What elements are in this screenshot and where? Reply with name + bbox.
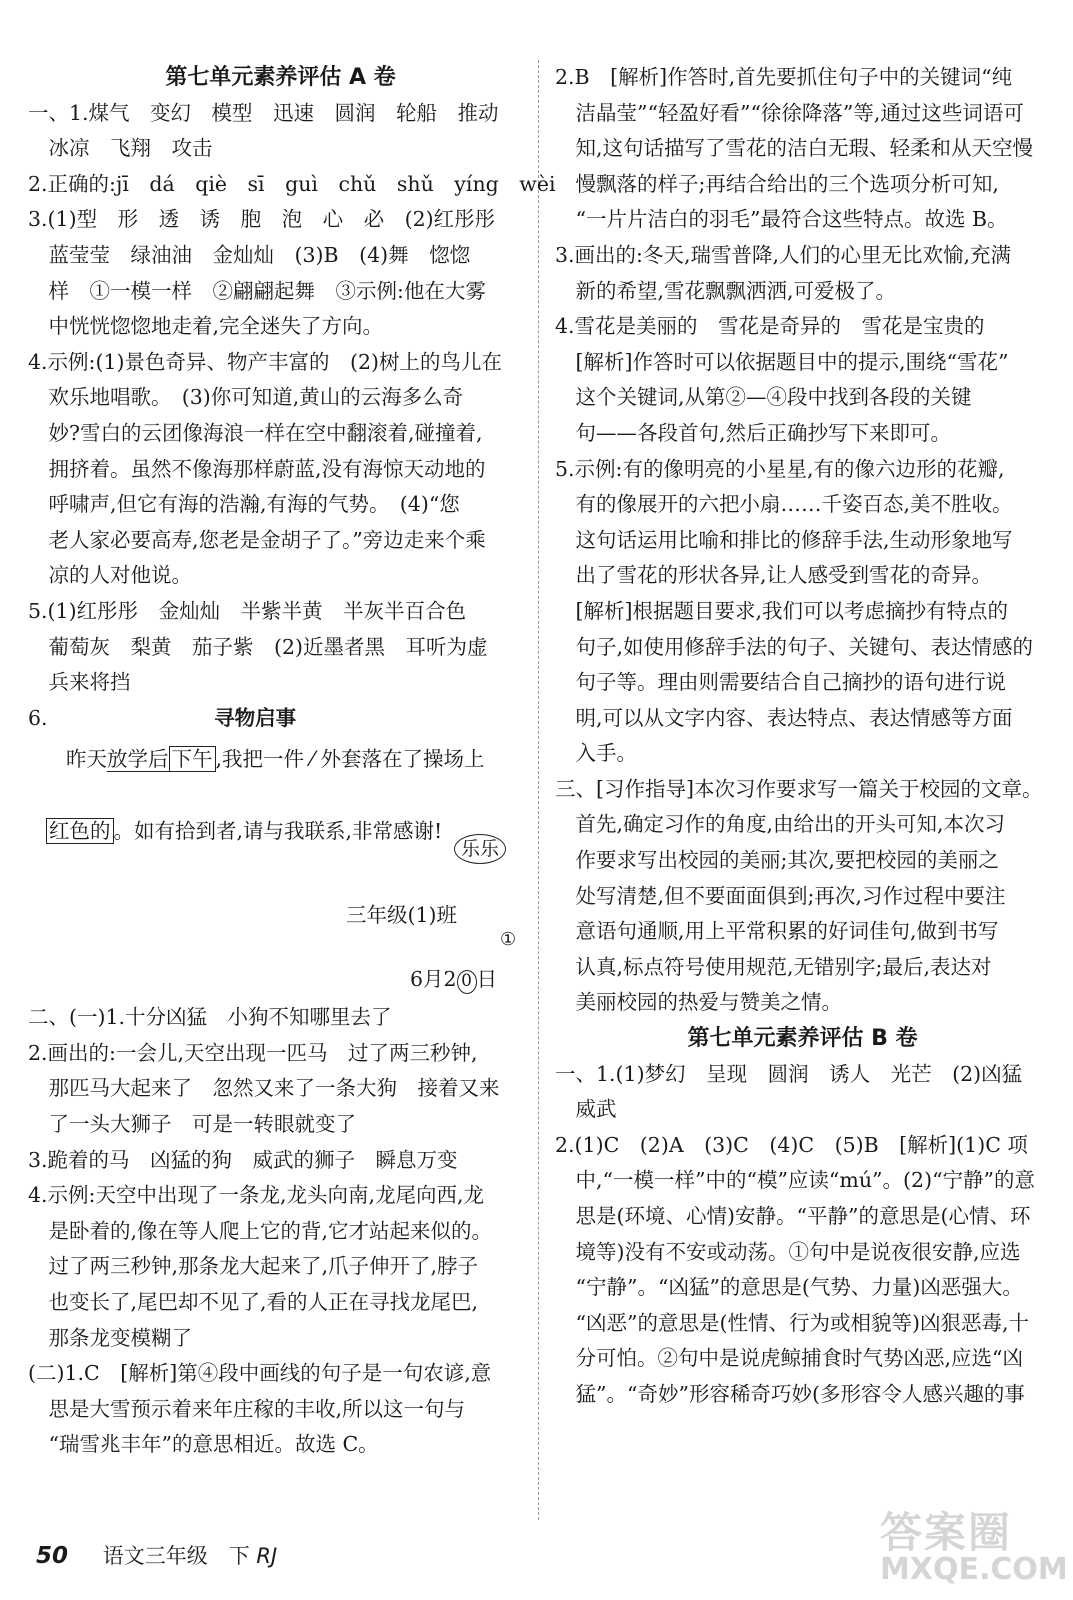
answer-line: 有的像展开的六把小扇……千姿百态,美不胜收。 [555,492,1013,517]
answer-line: 分可怕。②句中是说虎鲸捕食时气势凶恶,应选“凶 [555,1346,1023,1371]
notice-title: 寻物启事 [214,705,297,730]
answer-line: 老人家必要高寿,您老是金胡子了。”旁边走来个乘 [28,527,486,552]
notice-line-1: 昨天放学后 下午 ,我把一件 ⁄ 外套落在了操场上 [66,747,485,772]
answer-line: 美丽校园的热爱与赞美之情。 [555,990,842,1015]
boxed-correction: 下午 [169,746,216,772]
answer-line: 过了两三秒钟,那条龙大起来了,爪子伸开了,脖子 [28,1254,479,1279]
correction-mark: ① [500,929,517,951]
answer-line: 出了雪花的形状各异,让人感受到雪花的奇异。 [555,563,993,588]
answer-line: 呼啸声,但它有海的浩瀚,有海的气势。 (4)“您 [28,492,460,517]
answer-line: 兵来将挡 [28,670,131,695]
answer-line: 2.画出的:一会儿,天空出现一匹马 过了两三秒钟, [28,1040,478,1065]
answer-line: 中,“一模一样”中的“模”应读“mú”。(2)“宁静”的意 [555,1168,1036,1193]
answer-line: 冰凉 飞翔 攻击 [28,136,213,161]
answer-line: 慢飘落的样子;再结合给出的三个选项分析可知, [555,171,999,196]
answer-line: 意语句通顺,用上平常积累的好词佳句,做到书写 [555,919,999,944]
answer-line: 4.示例:(1)景色奇异、物产丰富的 (2)树上的鸟儿在 [28,349,503,374]
answer-line: 那匹马大起来了 忽然又来了一条大狗 接着又来 [28,1076,500,1101]
answer-line: 入手。 [555,741,637,766]
answer-line: 4.示例:天空中出现了一条龙,龙头向南,龙尾向西,龙 [28,1183,485,1208]
left-answers-part1 [28,96,556,701]
answer-line: 妙?雪白的云团像海浪一样在空中翻滚着,碰撞着, [28,420,483,445]
right-column [555,60,1050,1413]
answer-line: 首先,确定习作的角度,由给出的开头可知,本次习 [555,812,1006,837]
q6-header [28,701,533,737]
left-column [28,60,556,1463]
answer-line: 威武 [555,1097,617,1122]
page-number: 50 [36,1543,69,1569]
answer-line: 新的希望,雪花飘飘洒洒,可爱极了。 [555,278,897,303]
answer-line: 4.雪花是美丽的 雪花是奇异的 雪花是宝贵的 [555,314,985,339]
answer-line: 2.(1)C (2)A (3)C (4)C (5)B [解析](1)C 项 [555,1132,1028,1157]
lost-item-notice [28,736,533,1000]
answer-line: 5.(1)红彤彤 金灿灿 半紫半黄 半灰半百合色 [28,598,467,623]
answer-line: 样 ①一模一样 ②翩翩起舞 ③示例:他在大雾 [28,278,486,303]
answer-line: 明,可以从文字内容、表达特点、表达情感等方面 [555,705,1013,730]
answer-line: 猛”。“奇妙”形容稀奇巧妙(多形容令人感兴趣的事 [555,1381,1025,1406]
section-heading-a: 第七单元素养评估 A 卷 [165,65,396,90]
answer-line: [解析]根据题目要求,我们可以考虑摘抄有特点的 [555,598,1009,623]
answer-line: 句——各段首句,然后正确抄写下来即可。 [555,420,952,445]
answer-line: 3.(1)型 形 透 诱 胞 泡 心 必 (2)红彤彤 [28,207,496,232]
circled-digit: 0 [457,970,477,994]
answer-line: 句子等。理由则需要结合自己摘抄的语句进行说 [555,670,1006,695]
answer-line: 3.跪着的马 凶猛的狗 威武的狮子 瞬息万变 [28,1147,458,1172]
answer-line: 认真,标点符号使用规范,无错别字;最后,表达对 [555,954,992,979]
answer-line: 葡萄灰 梨黄 茄子紫 (2)近墨者黑 耳听为虚 [28,634,488,659]
answer-line: 思是(环境、心情)安静。“平静”的意思是(心情、环 [555,1204,1031,1228]
section-heading-b: 第七单元素养评估 B 卷 [687,1026,918,1052]
notice-line-2: 红色的 。如有拾到者,请与我联系,非常感谢! [46,814,442,850]
underlined-word: 放学后 [107,747,169,772]
answer-line: 凉的人对他说。 [28,563,192,588]
column-divider [538,60,540,1520]
answer-line: 处写清楚,但不要面面俱到;再次,习作过程中要注 [555,883,1006,908]
answer-line: 二、(一)1.十分凶猛 小狗不知哪里去了 [28,1005,392,1030]
answer-line: 洁晶莹”“轻盈好看”“徐徐降落”等,通过这些词语可 [555,100,1024,125]
answer-line: 3.画出的:冬天,瑞雪普降,人们的心里无比欢愉,充满 [555,242,1012,267]
answer-line: 2.B [解析]作答时,首先要抓住句子中的关键词“纯 [555,65,1013,89]
answer-line: 欢乐地唱歌。 (3)你可知道,黄山的云海多么奇 [28,385,464,410]
answer-line: 了一头大狮子 可是一转眼就变了 [28,1112,356,1137]
signature-bubble: 乐乐 [454,834,506,864]
answer-line: “一片片洁白的羽毛”最符合这些特点。故选 B。 [555,207,1008,232]
answer-line: 境等)没有不安或动荡。①句中是说夜很安静,应选 [555,1239,1021,1264]
answer-line: [解析]作答时可以依据题目中的提示,围绕“雪花” [555,349,1009,374]
answer-line: 是卧着的,像在等人爬上它的背,它才站起来似的。 [28,1218,493,1243]
answer-line: “凶恶”的意思是(性情、行为或相貌等)凶狠恶毒,十 [555,1310,1029,1335]
answer-line: 三、[习作指导]本次习作要求写一篇关于校园的文章。 [555,776,1043,801]
answer-line: 作要求写出校园的美丽;其次,要把校园的美丽之 [555,848,999,873]
subject-label: 语文三年级 下 [102,1544,250,1568]
answer-line: 一、1.(1)梦幻 呈现 圆润 诱人 光芒 (2)凶猛 [555,1061,1023,1086]
answer-line: 拥挤着。虽然不像海那样蔚蓝,没有海惊天动地的 [28,456,486,481]
watermark-logo: 答案圈 MXQE.COM [880,1508,1068,1587]
answer-line: 那条龙变模糊了 [28,1325,192,1350]
answer-line: 这个关键词,从第②—④段中找到各段的关键 [555,385,972,410]
answer-line: 也变长了,尾巴却不见了,看的人正在寻找龙尾巴, [28,1290,479,1315]
answer-line: 一、1.煤气 变幻 模型 迅速 圆润 轮船 推动 [28,100,499,125]
answer-line: 蓝莹莹 绿油油 金灿灿 (3)B (4)舞 惚惚 [28,242,471,267]
right-answers-part2 [555,1057,1050,1413]
left-answers-part2 [28,1000,533,1463]
answer-line: 中恍恍惚惚地走着,完全迷失了方向。 [28,314,384,339]
notice-date: 6月2 0 日 [410,962,497,998]
answer-line: “瑞雪兆丰年”的意思相近。故选 C。 [28,1432,379,1457]
q6-number: 6. [28,705,48,730]
answer-line: “宁静”。“凶猛”的意思是(气势、力量)凶恶强大。 [555,1275,1023,1300]
answer-line: 2.正确的:jī dá qiè sī guì chǔ shǔ yíng wèi [28,171,556,196]
answer-line: 这句话运用比喻和排比的修辞手法,生动形象地写 [555,527,1013,552]
answer-line: (二)1.C [解析]第④段中画线的句子是一句农谚,意 [28,1361,492,1386]
answer-line: 思是大雪预示着来年庄稼的丰收,所以这一句与 [28,1396,466,1421]
answer-line: 5.示例:有的像明亮的小星星,有的像六边形的花瓣, [555,456,1005,481]
answer-line: 知,这句话描写了雪花的洁白无瑕、轻柔和从天空慢 [555,136,1034,161]
edition-label: RJ [256,1544,278,1568]
page-footer [36,1540,277,1570]
right-answers-part1 [555,60,1050,1021]
answer-line: 句子,如使用修辞手法的句子、关键句、表达情感的 [555,634,1034,659]
notice-signature: 三年级(1)班 [346,903,458,928]
boxed-insertion: 红色的 [46,818,114,844]
